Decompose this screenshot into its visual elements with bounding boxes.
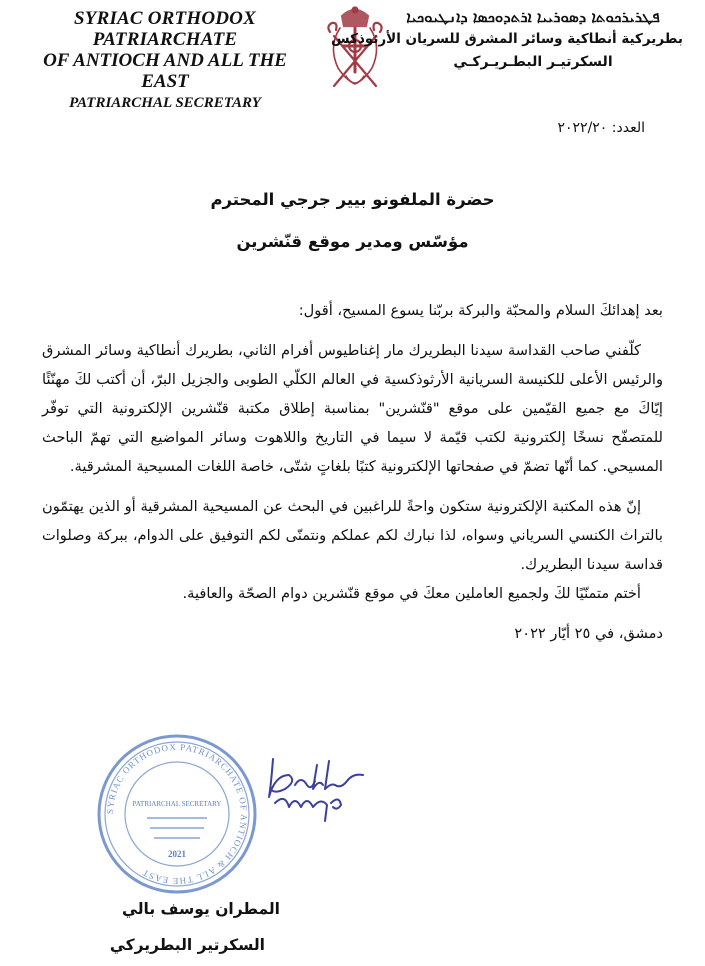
seal-inner-text: PATRIARCHAL SECRETARY: [132, 800, 222, 808]
letterhead-arabic: [331, 6, 683, 74]
addressee-line2: مؤسّس ومدير موقع قنّشرين: [236, 232, 469, 251]
patriarchal-coat-of-arms-icon: [320, 6, 390, 94]
signatory-name: المطران يوسف بالي: [122, 900, 280, 918]
paragraph-1: كلّفني صاحب القداسة سيدنا البطريرك مار إغناطيوس أفرام الثاني، بطريرك أنطاكية وسائر المشرق والرئيس الأعلى للكنيسة السريانية الأرثوذكسية في العالم الكلّي الطوبى والجزيل البرّ، أن أكتب لكَ مهنّئًا إيّاكَ مع جميع القيّمين على موقع "قنّشرين" بمناسبة إطلاق مكتبة قنّشرين الإلكترونية التي توفّر للمتصفّح نسخًا إلكترونية لكتب قيّمة لا سيما في التاريخ واللاهوت وسائر المواضيع التي تهمّ الباحث المسيحي. كما أنّها تضمّ في صفحاتها الإلكترونية كتبًا بلغاتٍ شتّى، خاصة اللغات المسيحية المشرقية.: [42, 342, 663, 475]
signatory-title: السكرتير البطريركي: [109, 936, 265, 954]
letterhead-syriac-line: ܦܛܪܝܪܟܘܬܐ ܕܣܘܪܝܝܐ ܐܪܬܕܘܟܣܐ ܕܐܢܛܝܘܟܝܐ: [406, 8, 660, 26]
letterhead-arabic-line1: بطريركية أنطاكية وسائر المشرق للسريان الأرثوذكس: [331, 31, 683, 47]
reference-number: العدد: ٢٠٢٢/٢٠: [557, 120, 645, 136]
letterhead-english: [20, 8, 310, 114]
closing: أختم متمنّيًا لكَ ولجميع العاملين معكَ في موقع قنّشرين دوام الصحّة والعافية.: [182, 585, 641, 602]
letterhead-english-line2: OF ANTIOCH AND ALL THE EAST: [43, 50, 287, 92]
letterhead-english-line1: SYRIAC ORTHODOX PATRIARCHATE: [74, 8, 256, 50]
seal-year: 2021: [168, 849, 186, 859]
place-date: دمشق، في ٢٥ أيّار ٢٠٢٢: [514, 625, 663, 642]
greeting: بعد إهدائكَ السلام والمحبّة والبركة بربّنا يسوع المسيح، أقول:: [298, 302, 663, 319]
svg-text:SYRIAC ORTHODOX PATRIARCHATE O: [105, 742, 249, 886]
addressee-line1: حضرة الملفونو بيير جرجي المحترم: [210, 190, 495, 209]
official-round-seal-icon: [92, 732, 262, 897]
letterhead-arabic-line2: السكرتيـر البطـريـركـي: [453, 54, 613, 70]
letterhead-english-line3: PATRIARCHAL SECRETARY: [69, 95, 261, 111]
seal-outer-text: SYRIAC ORTHODOX PATRIARCHATE OF ANTIOCH & ALL THE EAST: [104, 741, 250, 887]
letter-body: [42, 296, 663, 648]
handwritten-signature-icon: [255, 745, 375, 825]
paragraph-2: إنّ هذه المكتبة الإلكترونية ستكون واحةً للراغبين في البحث عن المسيحية المشرقية أو الذين يهتمّون بالتراث الكنسي السرياني وسواه، لذا نبارك لكم عملكم ونتمنّى لكم التوفيق على الدوام، ببركة وصلوات قداسة سيدنا البطريرك.: [42, 498, 663, 573]
